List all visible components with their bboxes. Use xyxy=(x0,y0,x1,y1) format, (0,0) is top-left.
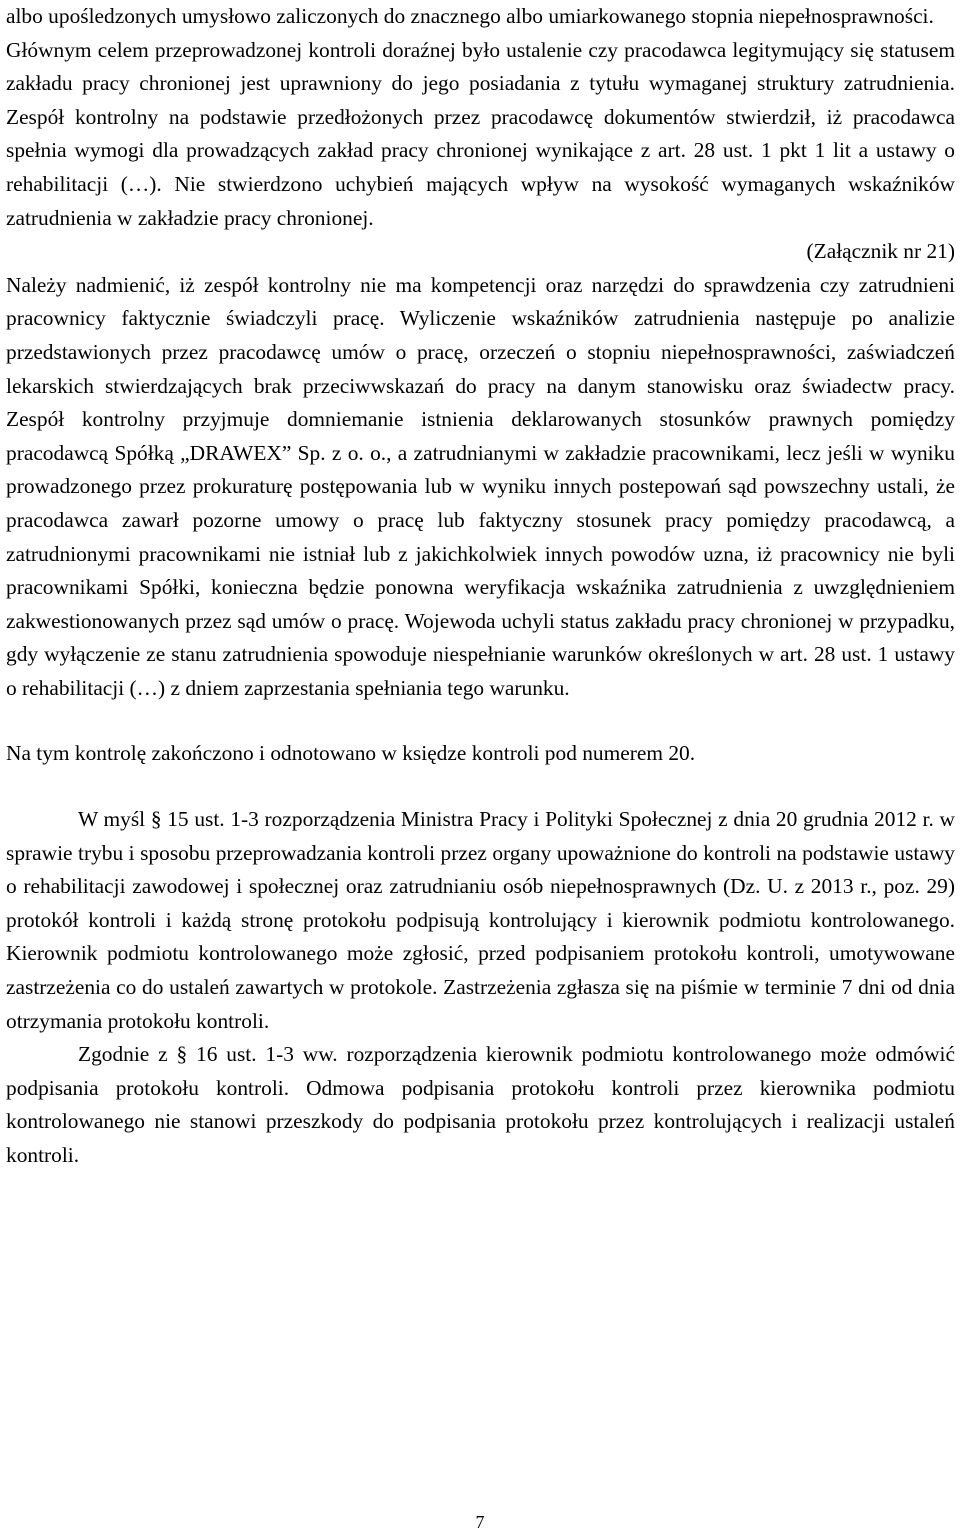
page-number: 7 xyxy=(475,1512,485,1532)
paragraph-control-purpose: Głównym celem przeprowadzonej kontroli doraźnej było ustalenie czy pracodawca legitymujący się statusem zakładu pracy chronionej jest uprawniony do jego posiadania z tytułu wymaganej struktury zatrudnienia. Zespół kontrolny na podstawie przedłożonych przez pracodawcę dokumentów stwierdził, iż pracodawca spełnia wymogi dla prowadzących zakład pracy chronionej wynikające z art. 28 ust. 1 pkt 1 lit a ustawy o rehabilitacji (…). Nie stwierdzono uchybień mających wpływ na wysokość wymaganych wskaźników zatrudnienia w zakładzie pracy chronionej. xyxy=(6,37,955,230)
document-page xyxy=(6,0,955,1173)
spacer xyxy=(6,771,955,803)
paragraph-competence-note: Należy nadmienić, iż zespół kontrolny nie ma kompetencji oraz narzędzi do sprawdzenia czy zatrudnieni pracownicy faktycznie świadczyli pracę. Wyliczenie wskaźników zatrudnienia następuje po analizie przedstawionych przez pracodawcę umów o pracę, orzeczeń o stopniu niepełnosprawności, zaświadczeń lekarskich stwierdzających brak przeciwwskazań do pracy na danym stanowisku oraz świadectw pracy. Zespół kontrolny przyjmuje domniemanie istnienia deklarowanych stosunków prawnych pomiędzy pracodawcą Spółką „DRAWEX” Sp. z o. o., a zatrudnianymi w zakładzie pracownikami, lecz jeśli w wyniku prowadzonego przez prokuraturę postępowania lub w wyniku innych postepowań sąd powszechny ustali, że pracodawca zawarł pozorne umowy o pracę lub faktyczny stosunek pracy pomiędzy pracodawcą, a zatrudnionymi pracownikami nie istniał lub z jakichkolwiek innych powodów uzna, iż pracownicy nie byli pracownikami Spółki, konieczna będzie ponowna weryfikacja wskaźnika zatrudnienia z uwzględnieniem zakwestionowanych przez sąd umów o pracę. Wojewoda uchyli status zakładu pracy chronionej w przypadku, gdy wyłączenie ze stanu zatrudnienia spowoduje niespełnianie warunków określonych w art. 28 ust. 1 ustawy o rehabilitacji (…) z dniem zaprzestania spełniania tego warunku. xyxy=(6,272,955,700)
paragraph-regulation-16: Zgodnie z § 16 ust. 1-3 ww. rozporządzenia kierownik podmiotu kontrolowanego może odmówić podpisania protokołu kontroli. Odmowa podpisania protokołu kontroli przez kierownika podmiotu kontrolowanego nie stanowi przeszkody do podpisania protokołu przez kontrolujących i realizacji ustaleń kontroli. xyxy=(6,1042,955,1167)
spacer xyxy=(6,705,955,737)
attachment-note: (Załącznik nr 21) xyxy=(806,239,955,264)
paragraph-continuation: albo upośledzonych umysłowo zaliczonych do znacznego albo umiarkowanego stopnia niepełnosprawności. xyxy=(6,4,934,28)
paragraph-control-closed: Na tym kontrolę zakończono i odnotowano w księdze kontroli pod numerem 20. xyxy=(6,741,696,766)
paragraph-regulation-15: W myśl § 15 ust. 1-3 rozporządzenia Ministra Pracy i Polityki Społecznej z dnia 20 grudnia 2012 r. w sprawie trybu i sposobu przeprowadzania kontroli przez organy upoważnione do kontroli na podstawie ustawy o rehabilitacji zawodowej i społecznej oraz zatrudnianiu osób niepełnosprawnych (Dz. U. z 2013 r., poz. 29) protokół kontroli i każdą stronę protokołu podpisują kontrolujący i kierownik podmiotu kontrolowanego. Kierownik podmiotu kontrolowanego może zgłosić, przed podpisaniem protokołu kontroli, umotywowane zastrzeżenia co do ustaleń zawartych w protokole. Zastrzeżenia zgłasza się na piśmie w terminie 7 dni od dnia otrzymania protokołu kontroli. xyxy=(6,807,955,1033)
